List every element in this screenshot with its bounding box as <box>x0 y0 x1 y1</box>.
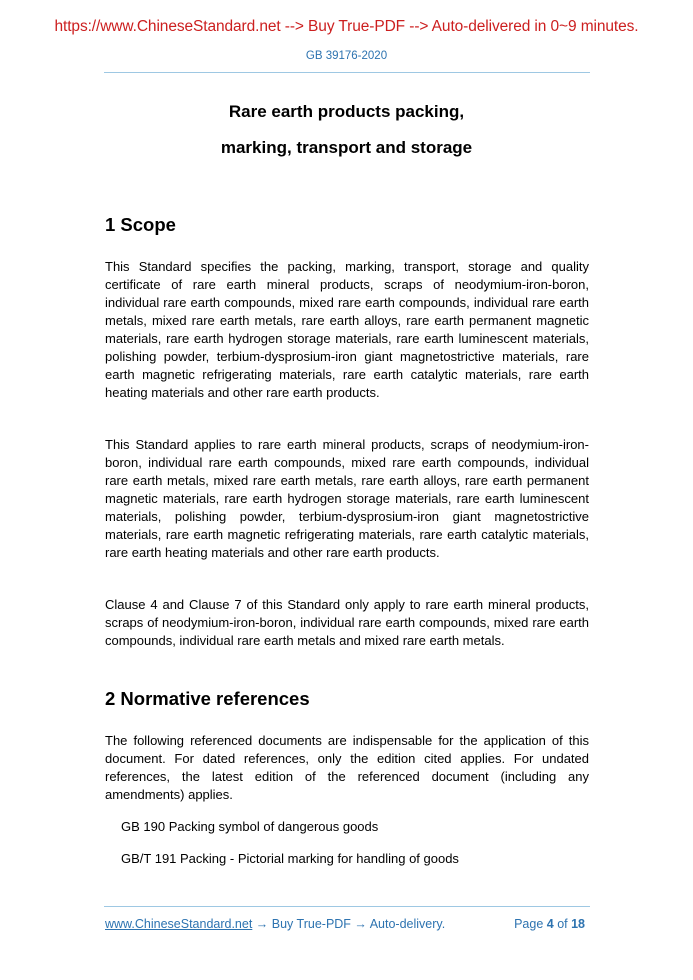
current-page-number: 4 <box>546 917 554 931</box>
section-heading-scope: 1 Scope <box>105 214 176 235</box>
scope-paragraph-3: Clause 4 and Clause 7 of this Standard only apply to rare earth mineral products, scraps of neodymium-iron-boron, individual rare earth compounds, mixed rare earth compounds, individual rare earth metals and mixed rare earth metals. <box>105 597 589 648</box>
header-divider <box>104 72 590 73</box>
reference-item: GB/T 191 Packing - Pictorial marking for handling of goods <box>121 851 459 866</box>
title-line-2: marking, transport and storage <box>220 138 473 157</box>
document-title <box>0 94 693 166</box>
references-intro-paragraph: The following referenced documents are indispensable for the application of this document. For dated references, only the edition cited applies. For undated references, the latest edition of the referenced document (including any amendments) applies. <box>105 733 589 802</box>
page-indicator: Page 4 of 18 <box>514 917 585 931</box>
page-footer <box>105 917 585 931</box>
promo-banner[interactable]: https://www.ChineseStandard.net --> Buy True-PDF --> Auto-delivered in 0~9 minutes. <box>54 18 639 35</box>
reference-item: GB 190 Packing symbol of dangerous goods <box>121 819 379 834</box>
section-heading-normative-references: 2 Normative references <box>105 688 310 709</box>
scope-paragraph-1: This Standard specifies the packing, marking, transport, storage and quality certificate of rare earth mineral products, scraps of neodymium-iron-boron, individual rare earth compounds, mixed rare earth compounds, individual rare earth metals, mixed rare earth metals, rare earth alloys, rare earth permanent magnetic materials, rare earth hydrogen storage materials, rare earth luminescent materials, polishing powder, terbium-dysprosium-iron giant magnetostrictive materials, rare earth magnetic refrigerating materials, rare earth catalytic materials, rare earth heating materials and other rare earth products. <box>105 259 589 400</box>
title-line-1: Rare earth products packing, <box>228 102 465 121</box>
document-code: GB 39176-2020 <box>305 50 388 62</box>
footer-promo <box>105 917 445 931</box>
scope-paragraph-2: This Standard applies to rare earth mineral products, scraps of neodymium-iron-boron, individual rare earth compounds, mixed rare earth compounds, individual rare earth metals, mixed rare earth metals, rare earth alloys, rare earth permanent magnetic materials, rare earth hydrogen storage materials, rare earth luminescent materials, polishing powder, terbium-dysprosium-iron giant magnetostrictive materials, rare earth magnetic refrigerating materials, rare earth catalytic materials, rare earth heating materials and other rare earth products. <box>105 437 589 560</box>
footer-divider <box>104 906 590 907</box>
total-page-count: 18 <box>571 917 585 931</box>
footer-tagline: → Buy True-PDF → Auto-delivery. <box>252 917 446 931</box>
footer-site-link[interactable]: www.ChineseStandard.net <box>105 917 253 931</box>
